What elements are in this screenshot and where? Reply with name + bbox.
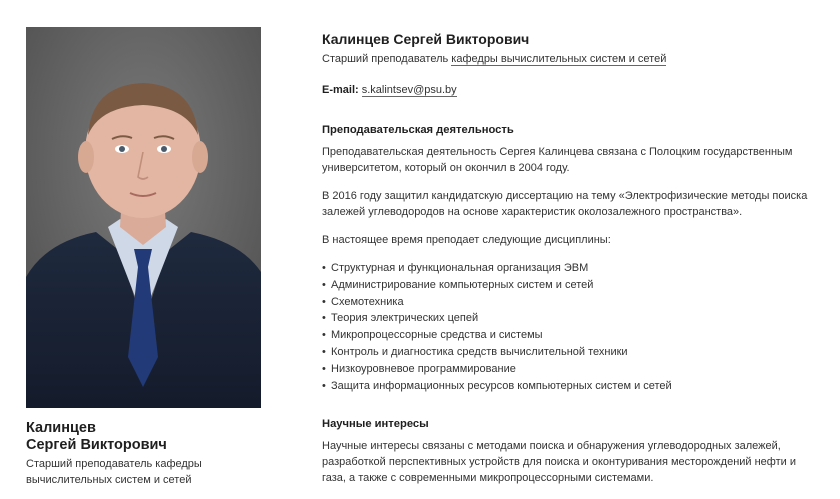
- caption-first-names: Сергей Викторович: [26, 437, 167, 453]
- profile-photo: [26, 27, 261, 408]
- portrait-illustration: [26, 27, 261, 408]
- teaching-paragraph-2: В 2016 году защитил кандидатскую диссертацию на тему «Электрофизические методы поиска залежей углеводородов на основе характеристик околозалежного пространства».: [322, 190, 808, 218]
- list-item: • Микропроцессорные средства и системы: [322, 327, 822, 344]
- caption-last-name: Калинцев: [26, 420, 96, 436]
- list-item: • Контроль и диагностика средств вычислительной техники: [322, 344, 822, 361]
- list-item: • Защита информационных ресурсов компьютерных систем и сетей: [322, 378, 822, 395]
- list-item: • Низкоуровневое программирование: [322, 361, 822, 378]
- email-link[interactable]: s.kalintsev@psu.by: [361, 84, 457, 96]
- caption-name: [26, 420, 266, 454]
- list-item: • Схемотехника: [322, 294, 822, 311]
- teaching-heading: Преподавательская деятельность: [322, 124, 514, 136]
- list-item: • Структурная и функциональная организация ЭВМ: [322, 260, 822, 277]
- position-text: Старший преподаватель: [322, 53, 452, 65]
- page-title: Калинцев Сергей Викторович: [322, 31, 530, 47]
- list-item: • Теория электрических цепей: [322, 310, 822, 327]
- teaching-paragraph-1: Преподавательская деятельность Сергея Калинцева связана с Полоцким государственным университетом, который он окончил в 2004 году.: [322, 146, 793, 174]
- position-line: [322, 51, 822, 67]
- disciplines-list: [322, 260, 822, 394]
- email-line: [322, 82, 822, 98]
- email-label: E-mail:: [322, 84, 359, 96]
- teaching-paragraph-3: В настоящее время преподает следующие дисциплины:: [322, 234, 611, 246]
- list-item: • Администрирование компьютерных систем и сетей: [322, 277, 822, 294]
- research-heading: Научные интересы: [322, 418, 429, 431]
- research-paragraph: Научные интересы связаны с методами поиска и обнаружения углеводородных залежей, разработкой перспективных устройств для поиска и оконтуривания месторождений нефти и газа, а также с современными микропроцессорными системами.: [322, 440, 796, 485]
- department-link[interactable]: кафедры вычислительных систем и сетей: [451, 53, 667, 65]
- caption-title: Старший преподаватель кафедры вычислительных систем и сетей: [26, 458, 202, 486]
- profile-content: [322, 31, 822, 486]
